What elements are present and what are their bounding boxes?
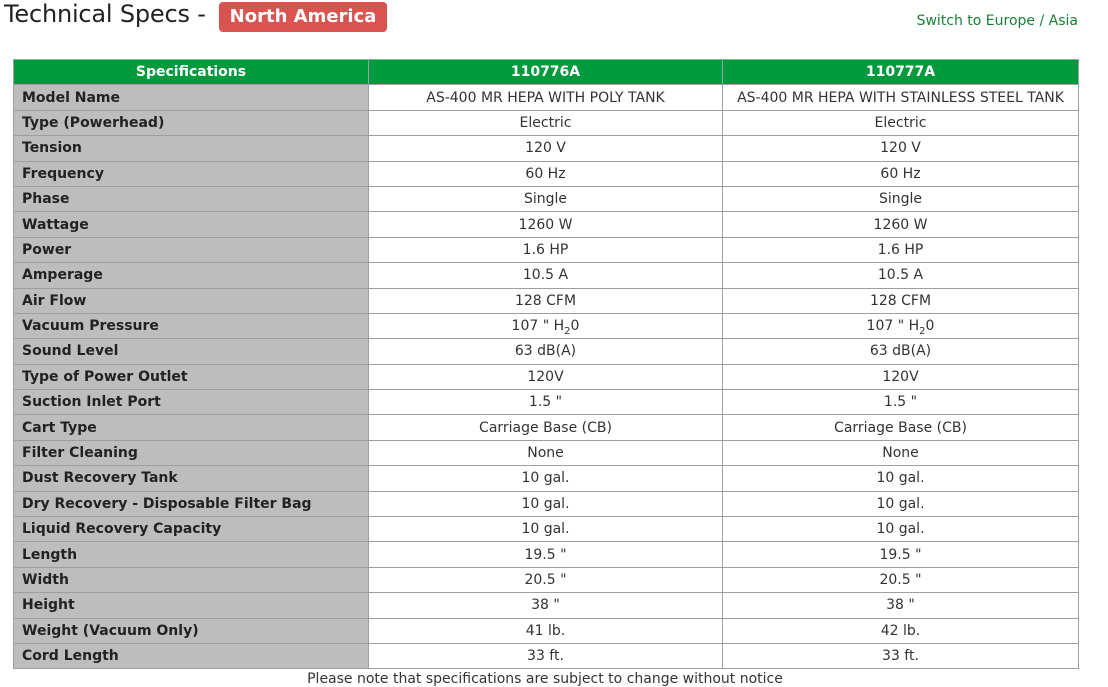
cell-model-b bbox=[723, 313, 1079, 338]
cell-model-a: 60 Hz bbox=[369, 161, 723, 186]
row-label: Wattage bbox=[14, 212, 369, 237]
cell-model-b: 1.5 " bbox=[723, 390, 1079, 415]
cell-model-b: 10.5 A bbox=[723, 263, 1079, 288]
cell-model-b: 10 gal. bbox=[723, 466, 1079, 491]
cell-model-a: 1.5 " bbox=[369, 390, 723, 415]
table-row bbox=[14, 567, 1079, 592]
header-model-b: 110777A bbox=[723, 60, 1079, 85]
row-label: Power bbox=[14, 237, 369, 262]
cell-model-a: Single bbox=[369, 186, 723, 211]
table-row bbox=[14, 618, 1079, 643]
cell-model-b: Electric bbox=[723, 110, 1079, 135]
table-row bbox=[14, 390, 1079, 415]
cell-model-b: 128 CFM bbox=[723, 288, 1079, 313]
cell-model-b: 10 gal. bbox=[723, 517, 1079, 542]
row-label: Height bbox=[14, 593, 369, 618]
row-label: Type of Power Outlet bbox=[14, 364, 369, 389]
cell-model-a bbox=[369, 313, 723, 338]
cell-model-b: None bbox=[723, 440, 1079, 465]
cell-model-a: Electric bbox=[369, 110, 723, 135]
switch-region-link[interactable]: Switch to Europe / Asia bbox=[916, 13, 1078, 29]
cell-model-a: 128 CFM bbox=[369, 288, 723, 313]
table-row bbox=[14, 161, 1079, 186]
cell-model-b: 120V bbox=[723, 364, 1079, 389]
row-label: Amperage bbox=[14, 263, 369, 288]
table-row bbox=[14, 288, 1079, 313]
table-row bbox=[14, 466, 1079, 491]
cell-model-a: None bbox=[369, 440, 723, 465]
specs-disclaimer: Please note that specifications are subject to change without notice bbox=[307, 671, 783, 687]
row-label: Model Name bbox=[14, 85, 369, 110]
pressure-value: 107 " H bbox=[866, 318, 920, 335]
header-model-a: 110776A bbox=[369, 60, 723, 85]
cell-model-a: 38 " bbox=[369, 593, 723, 618]
cell-model-b: 42 lb. bbox=[723, 618, 1079, 643]
cell-model-a: AS-400 MR HEPA WITH POLY TANK bbox=[369, 85, 723, 110]
row-label: Width bbox=[14, 567, 369, 592]
cell-model-a: 10 gal. bbox=[369, 517, 723, 542]
row-label: Weight (Vacuum Only) bbox=[14, 618, 369, 643]
row-label: Liquid Recovery Capacity bbox=[14, 517, 369, 542]
row-label: Cart Type bbox=[14, 415, 369, 440]
row-label: Suction Inlet Port bbox=[14, 390, 369, 415]
row-label: Cord Length bbox=[14, 643, 369, 668]
row-label: Phase bbox=[14, 186, 369, 211]
row-label: Vacuum Pressure bbox=[14, 313, 369, 338]
row-label: Dust Recovery Tank bbox=[14, 466, 369, 491]
table-row bbox=[14, 364, 1079, 389]
row-label: Filter Cleaning bbox=[14, 440, 369, 465]
table-row bbox=[14, 415, 1079, 440]
table-row bbox=[14, 593, 1079, 618]
cell-model-b: 60 Hz bbox=[723, 161, 1079, 186]
cell-model-b: 38 " bbox=[723, 593, 1079, 618]
cell-model-b: 1.6 HP bbox=[723, 237, 1079, 262]
cell-model-b: 1260 W bbox=[723, 212, 1079, 237]
cell-model-a: 120V bbox=[369, 364, 723, 389]
row-label: Length bbox=[14, 542, 369, 567]
row-label: Frequency bbox=[14, 161, 369, 186]
table-row bbox=[14, 440, 1079, 465]
table-row bbox=[14, 237, 1079, 262]
cell-model-b: 20.5 " bbox=[723, 567, 1079, 592]
specs-header-row bbox=[14, 60, 1079, 85]
row-label: Air Flow bbox=[14, 288, 369, 313]
cell-model-b: 19.5 " bbox=[723, 542, 1079, 567]
pressure-subscript: 2 bbox=[919, 325, 926, 337]
table-row bbox=[14, 339, 1079, 364]
cell-model-a: 1.6 HP bbox=[369, 237, 723, 262]
cell-model-a: 20.5 " bbox=[369, 567, 723, 592]
pressure-tail: 0 bbox=[925, 318, 935, 335]
row-label: Tension bbox=[14, 136, 369, 161]
table-row bbox=[14, 313, 1079, 338]
table-row bbox=[14, 110, 1079, 135]
cell-model-b: 10 gal. bbox=[723, 491, 1079, 516]
table-row bbox=[14, 212, 1079, 237]
cell-model-b: Carriage Base (CB) bbox=[723, 415, 1079, 440]
table-row bbox=[14, 136, 1079, 161]
pressure-value: 107 " H bbox=[511, 318, 565, 335]
table-row bbox=[14, 643, 1079, 668]
table-row bbox=[14, 542, 1079, 567]
specs-table bbox=[13, 59, 1079, 669]
cell-model-a: 10 gal. bbox=[369, 491, 723, 516]
cell-model-a: 63 dB(A) bbox=[369, 339, 723, 364]
pressure-tail: 0 bbox=[570, 318, 580, 335]
cell-model-b: AS-400 MR HEPA WITH STAINLESS STEEL TANK bbox=[723, 85, 1079, 110]
page-title: Technical Specs - bbox=[4, 0, 206, 28]
cell-model-b: 63 dB(A) bbox=[723, 339, 1079, 364]
table-row bbox=[14, 491, 1079, 516]
cell-model-a: 1260 W bbox=[369, 212, 723, 237]
row-label: Dry Recovery - Disposable Filter Bag bbox=[14, 491, 369, 516]
cell-model-b: Single bbox=[723, 186, 1079, 211]
region-badge: North America bbox=[219, 2, 388, 32]
table-row bbox=[14, 85, 1079, 110]
table-row bbox=[14, 186, 1079, 211]
cell-model-a: 10.5 A bbox=[369, 263, 723, 288]
cell-model-b: 33 ft. bbox=[723, 643, 1079, 668]
pressure-subscript: 2 bbox=[564, 325, 571, 337]
page-header bbox=[4, 0, 387, 40]
header-specifications: Specifications bbox=[14, 60, 369, 85]
cell-model-a: Carriage Base (CB) bbox=[369, 415, 723, 440]
cell-model-a: 120 V bbox=[369, 136, 723, 161]
table-row bbox=[14, 517, 1079, 542]
cell-model-a: 10 gal. bbox=[369, 466, 723, 491]
cell-model-a: 19.5 " bbox=[369, 542, 723, 567]
row-label: Type (Powerhead) bbox=[14, 110, 369, 135]
cell-model-a: 41 lb. bbox=[369, 618, 723, 643]
cell-model-b: 120 V bbox=[723, 136, 1079, 161]
cell-model-a: 33 ft. bbox=[369, 643, 723, 668]
row-label: Sound Level bbox=[14, 339, 369, 364]
table-row bbox=[14, 263, 1079, 288]
